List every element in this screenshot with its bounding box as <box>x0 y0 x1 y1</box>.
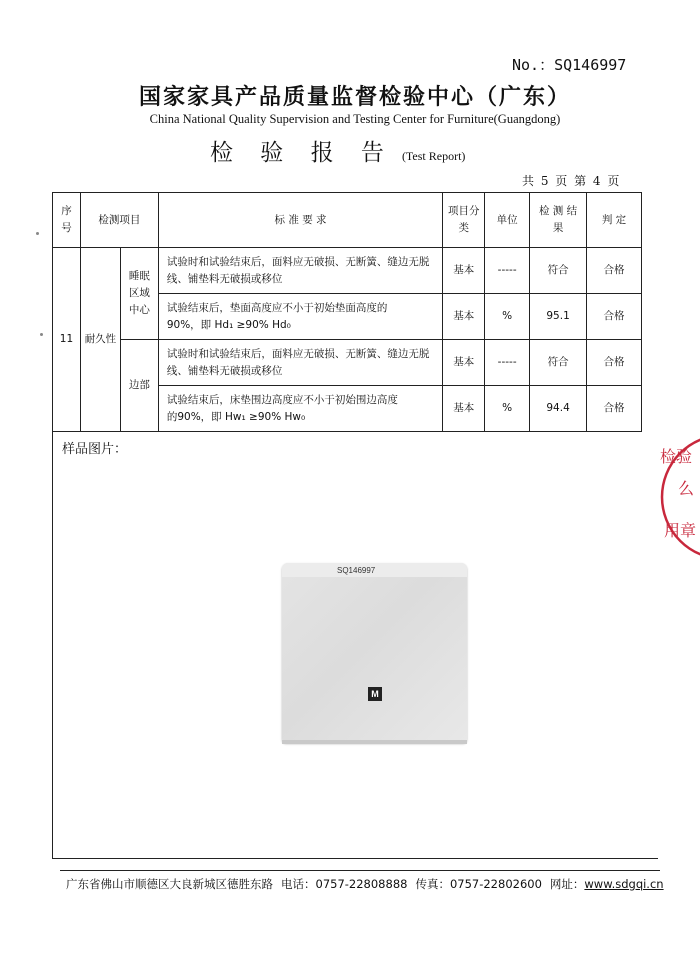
requirement-line: 的90%，即 Hw₁ ≥90% Hw₀ <box>166 410 306 423</box>
cell-judgement: 合格 <box>587 340 642 386</box>
margin-mark <box>36 232 39 235</box>
header-judgement: 判 定 <box>587 193 642 248</box>
header-item: 检测项目 <box>80 193 158 248</box>
cell-result: 95.1 <box>530 294 587 340</box>
report-title-cn: 检 验 报 告 <box>210 140 394 166</box>
cell-unit: ----- <box>485 340 530 386</box>
cell-category: 基本 <box>443 386 485 432</box>
cell-category: 基本 <box>443 248 485 294</box>
table-row <box>53 340 642 386</box>
cell-requirement <box>158 386 442 432</box>
margin-mark <box>40 333 43 336</box>
header-unit: 单位 <box>485 193 530 248</box>
seal-text-mid: 么 <box>678 479 695 498</box>
cell-item: 耐久性 <box>80 248 120 432</box>
cell-requirement: 试验时和试验结束后，面料应无破损、无断簧、缝边无脱线、铺垫料无破损或移位 <box>158 340 442 386</box>
requirement-line: 90%，即 Hd₁ ≥90% Hd₀ <box>166 318 291 331</box>
requirement-line: 试验结束后，床垫围边高度应不小于初始围边高度 <box>166 393 398 406</box>
table-header-row <box>53 193 642 248</box>
page-indicator: 共 5 页 第 4 页 <box>522 174 620 188</box>
photo-shadow <box>282 740 467 744</box>
cell-category: 基本 <box>443 340 485 386</box>
official-seal <box>654 432 700 582</box>
cell-judgement: 合格 <box>587 248 642 294</box>
cell-requirement: 试验时和试验结束后，面料应无破损、无断簧、缝边无脱线、铺垫料无破损或移位 <box>158 248 442 294</box>
footer-web-label: 网址： <box>549 877 585 891</box>
cell-unit: % <box>485 294 530 340</box>
report-title-en: (Test Report) <box>401 149 466 163</box>
seal-text-bottom: 用章 <box>664 521 697 540</box>
cell-unit: ----- <box>485 248 530 294</box>
cell-seq: 11 <box>53 248 81 432</box>
table-row <box>53 248 642 294</box>
header-category: 项目分类 <box>443 193 485 248</box>
inspection-table <box>52 192 642 432</box>
footer-divider <box>60 870 660 871</box>
report-title <box>210 134 465 167</box>
organization-name-cn: 国家家具产品质量监督检验中心（广东） <box>138 85 571 110</box>
seal-text-top: 检验 <box>660 447 693 466</box>
footer-web-link[interactable]: www.sdgqi.cn <box>584 877 664 891</box>
cell-result: 符合 <box>530 248 587 294</box>
cell-area-edge: 边部 <box>120 340 158 432</box>
sample-id-sticker: SQ146997 <box>337 566 376 575</box>
cell-judgement: 合格 <box>587 294 642 340</box>
footer-address: 广东省佛山市顺德区大良新城区德胜东路 <box>66 877 273 891</box>
header-seq: 序号 <box>53 193 81 248</box>
report-number: No.：SQ146997 <box>512 56 627 74</box>
footer-phone: 电话：0757-22808888 <box>281 877 408 891</box>
sample-photo-label: 样品图片： <box>62 442 128 457</box>
cell-judgement: 合格 <box>587 386 642 432</box>
header-requirement: 标 准 要 求 <box>158 193 442 248</box>
cell-requirement <box>158 294 442 340</box>
brand-logo: M <box>368 687 382 701</box>
footer-fax: 传真：0757-22802600 <box>415 877 542 891</box>
cell-result: 符合 <box>530 340 587 386</box>
header-result: 检 测 结 果 <box>530 193 587 248</box>
cell-category: 基本 <box>443 294 485 340</box>
cell-area-center: 睡眠区域中心 <box>120 248 158 340</box>
cell-result: 94.4 <box>530 386 587 432</box>
requirement-line: 试验结束后，垫面高度应不小于初始垫面高度的 <box>166 301 388 314</box>
footer <box>66 876 664 892</box>
organization-name-en: China National Quality Supervision and Testing Center for Furniture(Guangdong) <box>149 112 561 126</box>
sample-photo <box>282 563 467 743</box>
cell-unit: % <box>485 386 530 432</box>
